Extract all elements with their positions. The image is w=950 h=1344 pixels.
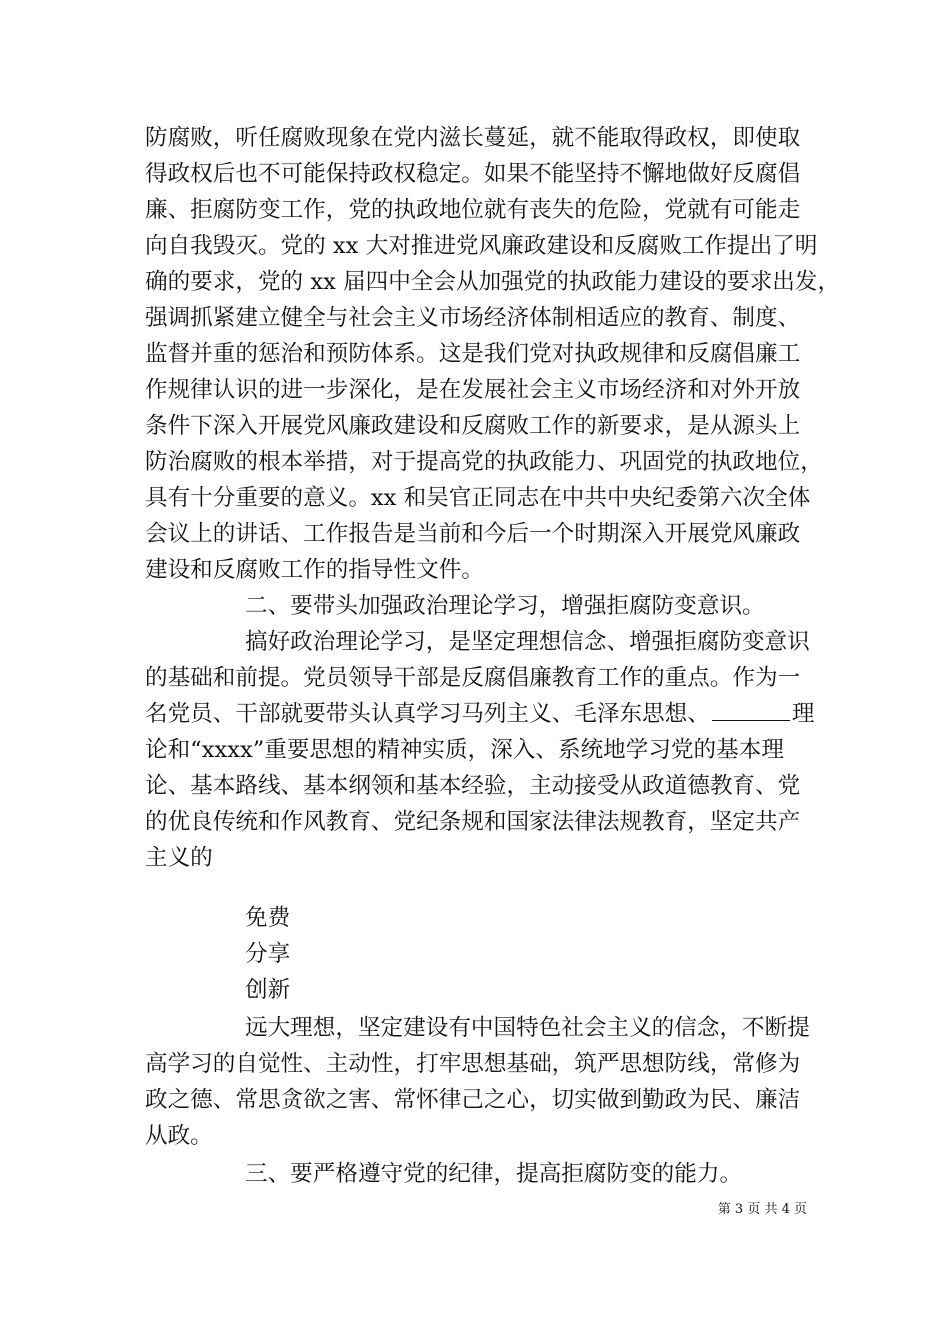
text-line: 的优良传统和作风教育、党纪条规和国家法律法规教育，坚定共产 bbox=[145, 809, 801, 835]
text-line: 论和“xxxx”重要思想的精神实质，深入、系统地学习党的基本理 bbox=[145, 737, 784, 763]
text-line: 从政。 bbox=[145, 1123, 213, 1149]
blank-underline bbox=[712, 698, 790, 721]
inserted-word: 免费 bbox=[245, 905, 291, 931]
text-line: 的基础和前提。党员领导干部是反腐倡廉教育工作的重点。作为一 bbox=[145, 665, 801, 691]
text-line: 具有十分重要的意义。xx 和吴官正同志在中共中央纪委第六次全体 bbox=[145, 485, 811, 511]
inserted-word: 分享 bbox=[245, 941, 291, 967]
text-line: 会议上的讲话、工作报告是当前和今后一个时期深入开展党风廉政 bbox=[145, 521, 801, 547]
text-line: 论、基本路线、基本纲领和基本经验，主动接受从政道德教育、党 bbox=[145, 773, 801, 799]
text-line: 防治腐败的根本举措，对于提高党的执政能力、巩固党的执政地位， bbox=[145, 449, 823, 475]
text-line: 得政权后也不可能保持政权稳定。如果不能坚持不懈地做好反腐倡 bbox=[145, 161, 801, 187]
text-line: 搞好政治理论学习，是坚定理想信念、增强拒腐防变意识 bbox=[245, 629, 810, 655]
text-segment: 理 bbox=[791, 701, 815, 727]
inserted-word: 创新 bbox=[245, 977, 291, 1003]
text-line: 防腐败，听任腐败现象在党内滋长蔓延，就不能取得政权，即使取 bbox=[145, 125, 801, 151]
section-heading: 二、要带头加强政治理论学习，增强拒腐防变意识。 bbox=[245, 593, 765, 619]
text-line: 主义的 bbox=[145, 845, 213, 871]
section-heading: 三、要严格遵守党的纪律，提高拒腐防变的能力。 bbox=[245, 1161, 743, 1187]
text-line: 建设和反腐败工作的指导性文件。 bbox=[145, 557, 484, 583]
text-line-with-blank bbox=[145, 696, 814, 732]
text-segment: 名党员、干部就要带头认真学习马列主义、毛泽东思想、 bbox=[145, 701, 710, 727]
text-line: 作规律认识的进一步深化，是在发展社会主义市场经济和对外开放 bbox=[145, 377, 801, 403]
text-line: 监督并重的惩治和预防体系。这是我们党对执政规律和反腐倡廉工 bbox=[145, 341, 801, 367]
text-line: 政之德、常思贪欲之害、常怀律己之心，切实做到勤政为民、廉洁 bbox=[145, 1087, 801, 1113]
text-line: 强调抓紧建立健全与社会主义市场经济体制相适应的教育、制度、 bbox=[145, 305, 801, 331]
text-line: 廉、拒腐防变工作，党的执政地位就有丧失的危险，党就有可能走 bbox=[145, 197, 801, 223]
text-line: 向自我毁灭。党的 xx 大对推进党风廉政建设和反腐败工作提出了明 bbox=[145, 233, 818, 259]
page-number: 第 3 页 共 4 页 bbox=[717, 1202, 807, 1217]
text-line: 高学习的自觉性、主动性，打牢思想基础，筑严思想防线，常修为 bbox=[145, 1051, 801, 1077]
text-line: 远大理想，坚定建设有中国特色社会主义的信念，不断提 bbox=[245, 1015, 810, 1041]
text-line: 条件下深入开展党风廉政建设和反腐败工作的新要求，是从源头上 bbox=[145, 413, 801, 439]
text-line: 确的要求，党的 xx 届四中全会从加强党的执政能力建设的要求出发， bbox=[145, 269, 841, 295]
